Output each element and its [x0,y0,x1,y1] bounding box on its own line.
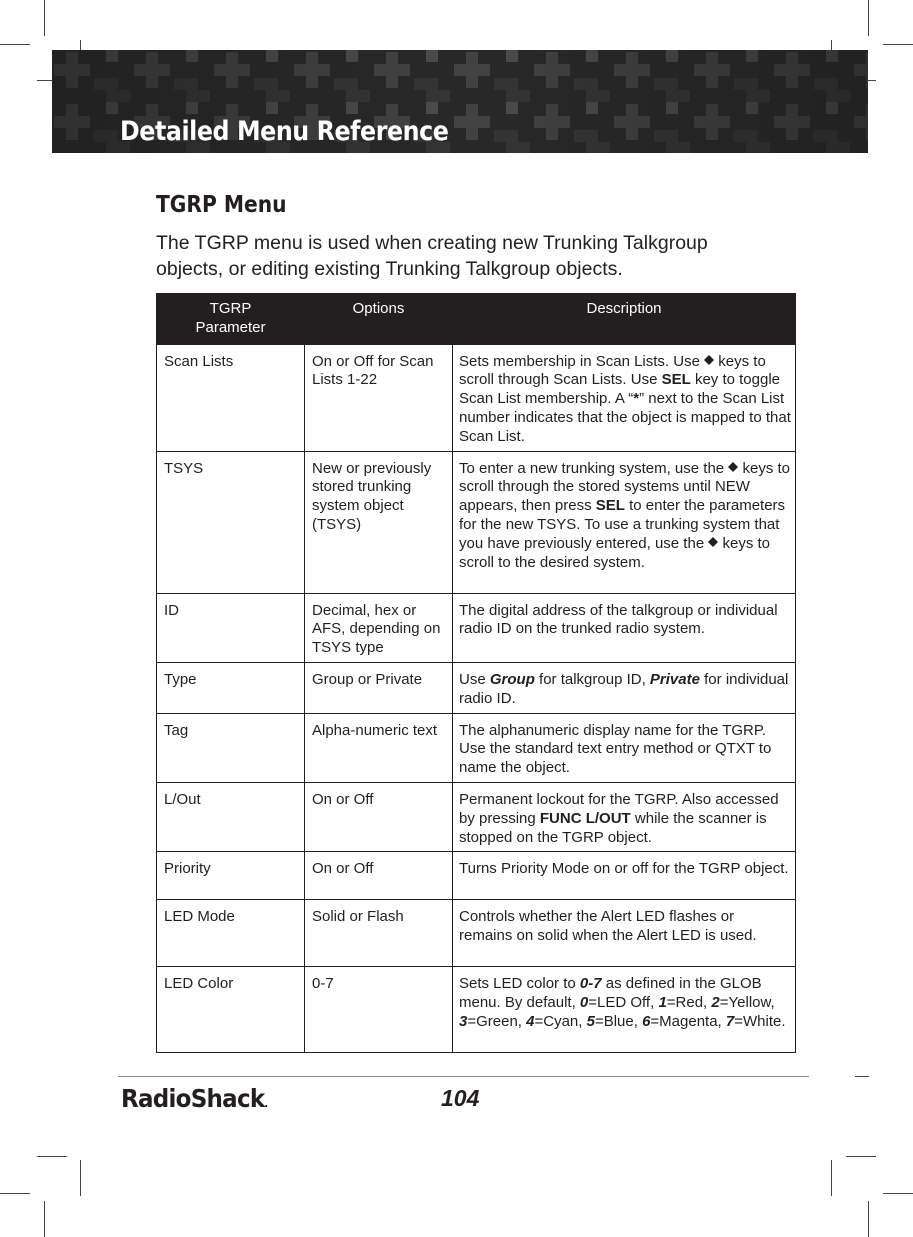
column-header-parameter: TGRP Parameter [157,294,305,345]
options-cell: New or previously stored trunking system object (TSYS) [305,451,453,593]
table-row [157,662,796,713]
crop-mark [868,1201,869,1237]
crop-mark [846,1156,876,1157]
crop-mark [883,1193,913,1194]
parameter-cell: ID [157,593,305,662]
table-row [157,344,796,451]
description-cell: Controls whether the Alert LED flashes or remains on solid when the Alert LED is used. [453,900,796,967]
header-banner [52,50,868,153]
crop-mark [44,0,45,36]
options-cell: Group or Private [305,662,453,713]
description-cell: Permanent lockout for the TGRP. Also accessed by pressing FUNC L/OUT while the scanner is stopped on the TGRP object. [453,782,796,851]
page-number: 104 [441,1085,480,1111]
right-arrow-icon [713,537,718,547]
crop-mark [868,0,869,36]
description-cell: To enter a new trunking system, use the keys to scroll through the stored systems until NEW appears, then press SEL to enter the parameters for the new TSYS. To use a trunking system that you have previously entered, use the keys to scroll to the desired system. [453,451,796,593]
description-cell: Sets membership in Scan Lists. Use keys to scroll through Scan Lists. Use SEL key to toggle Scan List membership. A “*” next to the Scan List number indicates that the object is mapped to that Scan List. [453,344,796,451]
table-row [157,967,796,1053]
section-title: TGRP Menu [156,192,287,218]
description-cell: The digital address of the talkgroup or individual radio ID on the trunked radio system. [453,593,796,662]
right-arrow-icon [733,462,738,472]
column-header-options: Options [305,294,453,345]
crop-mark [0,1193,30,1194]
tgrp-parameter-table [156,293,796,1053]
page-header-title: Detailed Menu Reference [120,116,449,147]
options-cell: Alpha-numeric text [305,713,453,782]
table-row [157,782,796,851]
parameter-cell: L/Out [157,782,305,851]
table-row [157,451,796,593]
parameter-cell: LED Mode [157,900,305,967]
options-cell: On or Off [305,782,453,851]
table-row [157,852,796,900]
options-cell: Solid or Flash [305,900,453,967]
options-cell: Decimal, hex or AFS, depending on TSYS type [305,593,453,662]
parameter-cell: LED Color [157,967,305,1053]
crop-mark [0,44,30,45]
options-cell: On or Off for Scan Lists 1-22 [305,344,453,451]
description-cell: Turns Priority Mode on or off for the TGRP object. [453,852,796,900]
options-cell: On or Off [305,852,453,900]
table-row [157,713,796,782]
parameter-cell: Tag [157,713,305,782]
parameter-cell: Priority [157,852,305,900]
right-arrow-icon [709,355,714,365]
table-header-row [157,294,796,345]
description-cell: Use Group for talkgroup ID, Private for individual radio ID. [453,662,796,713]
column-header-description: Description [453,294,796,345]
radioshack-logo: RadioShack. [121,1084,269,1113]
crop-mark [80,1160,81,1196]
crop-mark [831,1160,832,1196]
crop-mark [44,1201,45,1237]
options-cell: 0-7 [305,967,453,1053]
section-intro: The TGRP menu is used when creating new Trunking Talkgroup objects, or editing existing Trunking Talkgroup objects. [156,232,708,280]
description-cell: The alphanumeric display name for the TGRP. Use the standard text entry method or QTXT to name the object. [453,713,796,782]
crop-mark [855,1076,869,1077]
parameter-cell: TSYS [157,451,305,593]
table-row [157,900,796,967]
description-cell: Sets LED color to 0-7 as defined in the GLOB menu. By default, 0=LED Off, 1=Red, 2=Yellow, 3=Green, 4=Cyan, 5=Blue, 6=Magenta, 7=White. [453,967,796,1053]
footer-divider [118,1076,809,1077]
crop-mark [883,44,913,45]
parameter-cell: Type [157,662,305,713]
table-row [157,593,796,662]
parameter-cell: Scan Lists [157,344,305,451]
crop-mark [37,1156,67,1157]
